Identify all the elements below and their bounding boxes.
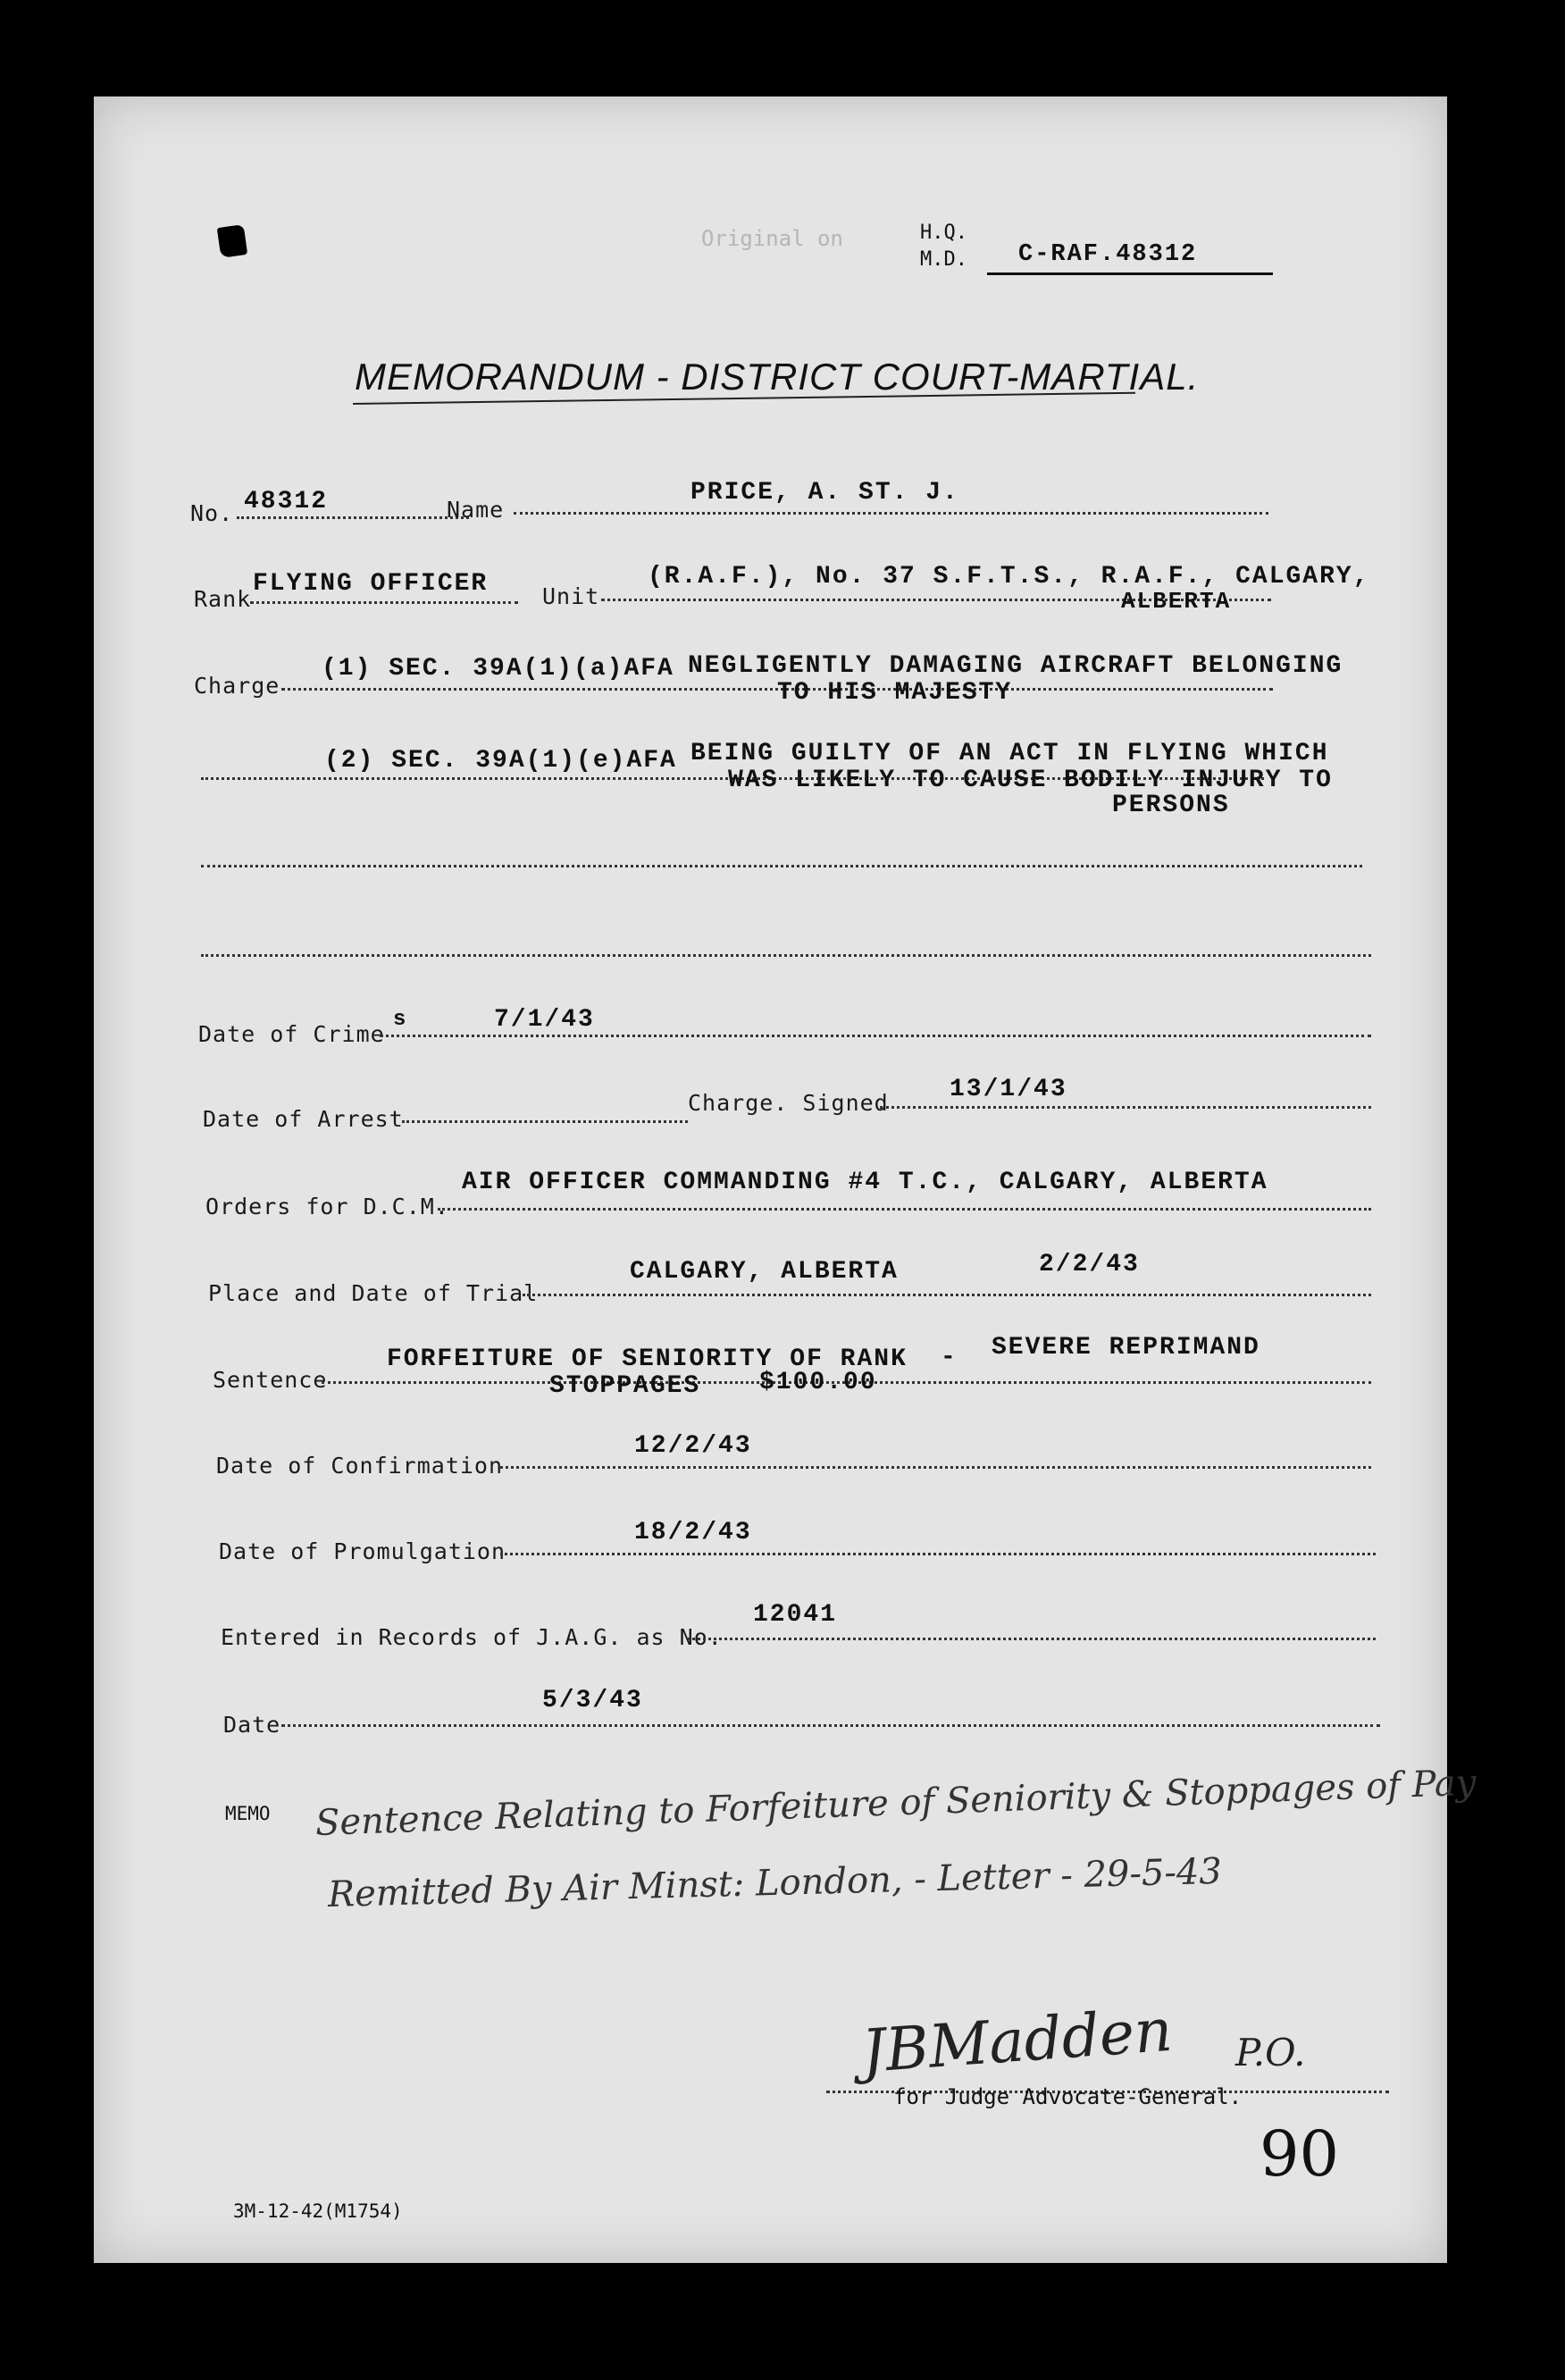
charge2-text-line2: WAS LIKELY TO CAUSE BODILY INJURY TO [728,767,1333,794]
page-mark: 90 [1260,2117,1340,2191]
charge-signed-label: Charge. Signed [688,1090,889,1116]
sentence-line1: FORFEITURE OF SENIORITY OF RANK [387,1345,908,1373]
sentence-label: Sentence [213,1367,328,1393]
charge1-text-line2: TO HIS MAJESTY [777,679,1013,707]
rank-value: FLYING OFFICER [253,570,489,598]
date-of-crime-label: Date of Crime [198,1021,385,1047]
name-label: Name [447,497,505,523]
signature-scrawl: JBMadden [859,1995,1175,2086]
jag-label: Entered in Records of J.A.G. as No. [221,1624,723,1650]
memo-label: MEMO [225,1803,271,1824]
unit-value-line1: (R.A.F.), No. 37 S.F.T.S., R.A.F., CALGARY, [648,563,1370,591]
name-value: PRICE, A. ST. J. [690,479,959,507]
faint-header-text: Original on [701,226,843,251]
date-value: 5/3/43 [542,1687,643,1714]
form-code: 3M-12-42(M1754) [233,2200,403,2222]
sentence-dash: - [941,1344,958,1371]
charge1-code: (1) SEC. 39A(1)(a)AFA [322,655,674,683]
charge2-code: (2) SEC. 39A(1)(e)AFA [324,747,677,775]
jag-value: 12041 [753,1601,838,1629]
sentence-amount: $100.00 [759,1369,877,1396]
charge1-text-line1: NEGLIGENTLY DAMAGING AIRCRAFT BELONGING [688,652,1343,680]
confirmation-value: 12/2/43 [634,1432,752,1460]
date-of-arrest-label: Date of Arrest [203,1106,404,1132]
rank-label: Rank [194,586,252,612]
signature-caption: for Judge Advocate-General. [893,2084,1243,2109]
md-label: M.D. [920,248,967,271]
trial-place: CALGARY, ALBERTA [630,1258,899,1286]
service-number: 48312 [244,488,329,515]
memo-line1: Sentence Relating to Forfeiture of Seniority & Stoppages of Pay [314,1762,1477,1844]
unit-label: Unit [542,583,600,609]
charge2-text-line3: PERSONS [1112,792,1230,819]
file-number: C-RAF.48312 [1018,241,1198,268]
charge-signed-value: 13/1/43 [950,1076,1067,1103]
file-number-underline [987,272,1273,275]
signature-suffix: P.O. [1235,2031,1306,2074]
orders-for-dcm-value: AIR OFFICER COMMANDING #4 T.C., CALGARY, ALBERTA [462,1169,1268,1196]
orders-for-dcm-label: Orders for D.C.M. [205,1194,449,1219]
unit-value-line2: ALBERTA [1121,588,1232,615]
confirmation-label: Date of Confirmation [216,1453,504,1479]
charge2-text-line1: BEING GUILTY OF AN ACT IN FLYING WHICH [690,740,1329,767]
promulgation-label: Date of Promulgation [219,1538,506,1564]
page-title: MEMORANDUM - DISTRICT COURT-MARTIAL. [355,356,1200,398]
sentence-line3: STOPPAGES [549,1372,701,1400]
promulgation-value: 18/2/43 [634,1519,752,1546]
trial-date: 2/2/43 [1039,1251,1140,1278]
corner-ink-mark [217,224,247,258]
memo-line2: Remitted By Air Minst: London, - Letter - 29-5-43 [327,1850,1223,1915]
sentence-line2: SEVERE REPRIMAND [992,1334,1260,1362]
date-label: Date [223,1712,281,1738]
charge-label: Charge [194,673,280,699]
hq-label: H.Q. [920,222,967,244]
date-of-crime-prefix: s [393,1008,408,1032]
trial-label: Place and Date of Trial [208,1280,539,1306]
no-label: No. [190,500,234,526]
document-page [94,96,1477,2263]
date-of-crime-value: 7/1/43 [494,1006,595,1034]
